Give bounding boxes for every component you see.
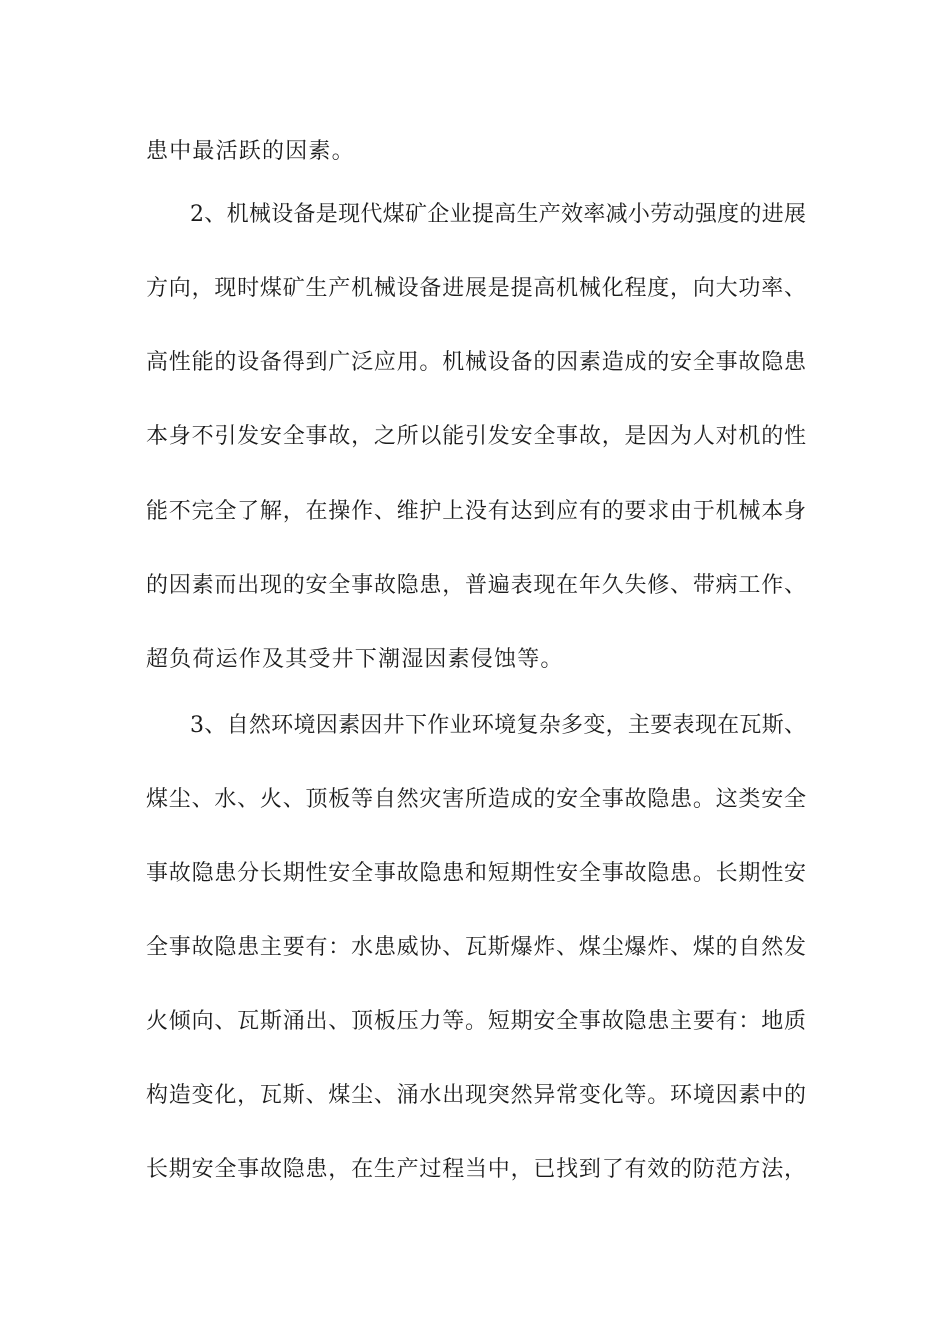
paragraph-3-line-2: 煤尘、水、火、顶板等自然灾害所造成的安全事故隐患。这类安全 — [146, 787, 806, 812]
paragraph-3-line-5: 火倾向、瓦斯涌出、顶板压力等。短期安全事故隐患主要有：地质 — [146, 1009, 806, 1034]
paragraph-3-line-6: 构造变化，瓦斯、煤尘、涌水出现突然异常变化等。环境因素中的 — [146, 1083, 806, 1108]
paragraph-3-line-4: 全事故隐患主要有：水患威协、瓦斯爆炸、煤尘爆炸、煤的自然发 — [146, 935, 806, 960]
paragraph-3-line-3: 事故隐患分长期性安全事故隐患和短期性安全事故隐患。长期性安 — [146, 861, 806, 886]
paragraph-3-line-1: 3、自然环境因素因井下作业环境复杂多变，主要表现在瓦斯、 — [190, 713, 806, 738]
text-line-1: 患中最活跃的因素。 — [146, 139, 355, 164]
paragraph-2-line-7: 超负荷运作及其受井下潮湿因素侵蚀等。 — [146, 647, 564, 672]
paragraph-2-line-3: 高性能的设备得到广泛应用。机械设备的因素造成的安全事故隐患 — [146, 350, 806, 375]
paragraph-3-line-7: 长期安全事故隐患，在生产过程当中，已找到了有效的防范方法， — [146, 1157, 806, 1182]
paragraph-2-line-4: 本身不引发安全事故，之所以能引发安全事故，是因为人对机的性 — [146, 424, 806, 449]
paragraph-2-line-5: 能不完全了解，在操作、维护上没有达到应有的要求由于机械本身 — [146, 499, 806, 524]
paragraph-2-line-6: 的因素而出现的安全事故隐患，普遍表现在年久失修、带病工作、 — [146, 573, 806, 598]
paragraph-2-line-2: 方向，现时煤矿生产机械设备进展是提高机械化程度，向大功率、 — [146, 276, 806, 301]
paragraph-2-line-1: 2、机械设备是现代煤矿企业提高生产效率减小劳动强度的进展 — [190, 202, 806, 227]
